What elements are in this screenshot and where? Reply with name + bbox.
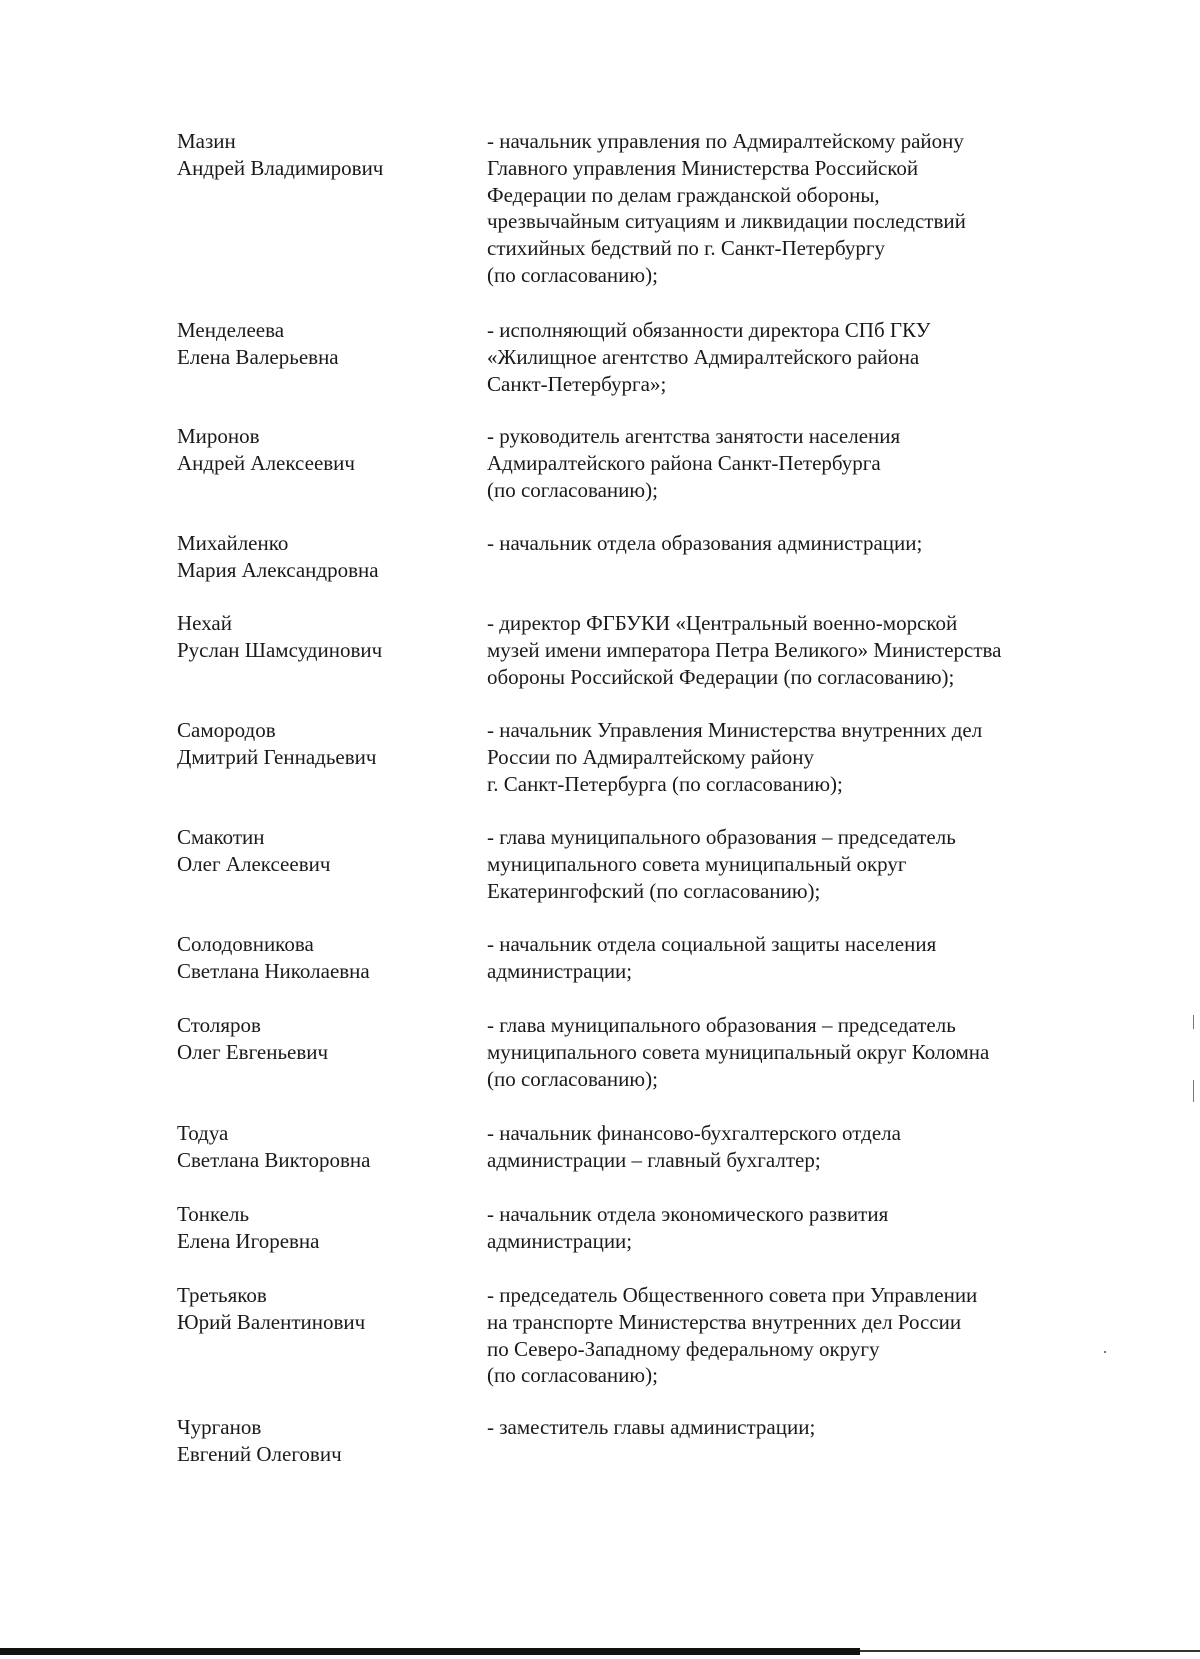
member-role-line: России по Адмиралтейскому району xyxy=(487,744,815,769)
member-given-name: Дмитрий Геннадьевич xyxy=(177,744,377,769)
member-surname: Нехай xyxy=(177,611,232,635)
member-name xyxy=(177,128,477,182)
member-given-name: Елена Валерьевна xyxy=(177,344,339,369)
member-role-line: (по согласованию); xyxy=(487,1363,658,1388)
member-surname: Столяров xyxy=(177,1013,261,1037)
member-name xyxy=(177,931,477,985)
scan-border xyxy=(0,1648,860,1655)
member-name xyxy=(177,1282,477,1336)
member-role-line: - глава муниципального образования – председатель xyxy=(487,1013,956,1037)
member-role-line: администрации; xyxy=(487,1228,633,1253)
member-given-name: Андрей Алексеевич xyxy=(177,450,355,475)
member-role-line: - начальник финансово-бухгалтерского отдела xyxy=(487,1121,901,1145)
scan-mark xyxy=(1193,1080,1194,1102)
member-name xyxy=(177,423,477,477)
member-role xyxy=(487,717,1127,797)
member-name xyxy=(177,824,477,878)
member-name xyxy=(177,1012,477,1066)
member-role-line: муниципального совета муниципальный округ xyxy=(487,851,907,876)
scan-mark xyxy=(1193,1015,1194,1029)
member-role xyxy=(487,1414,1127,1441)
member-role xyxy=(487,1120,1127,1174)
member-name xyxy=(177,530,477,584)
member-role-line: стихийных бедствий по г. Санкт-Петербургу xyxy=(487,236,885,261)
member-role-line: - исполняющий обязанности директора СПб ГКУ xyxy=(487,318,931,342)
member-role-line: музей имени императора Петра Великого» Министерства xyxy=(487,637,1002,662)
member-given-name: Евгений Олегович xyxy=(177,1441,342,1466)
member-given-name: Руслан Шамсудинович xyxy=(177,637,383,662)
member-role-line: Главного управления Министерства Российской xyxy=(487,155,919,180)
member-surname: Менделеева xyxy=(177,318,285,342)
member-name xyxy=(177,1201,477,1255)
member-surname: Третьяков xyxy=(177,1283,267,1307)
member-given-name: Елена Игоревна xyxy=(177,1228,320,1253)
member-role-line: (по согласованию); xyxy=(487,1066,658,1091)
member-role-line: - председатель Общественного совета при Управлении xyxy=(487,1283,978,1307)
member-role-line: - заместитель главы администрации; xyxy=(487,1415,816,1439)
member-name xyxy=(177,1120,477,1174)
member-role xyxy=(487,530,1127,557)
member-role-line: обороны Российской Федерации (по согласованию); xyxy=(487,664,955,689)
member-given-name: Андрей Владимирович xyxy=(177,155,384,180)
member-given-name: Олег Алексеевич xyxy=(177,851,331,876)
member-role-line: Адмиралтейского района Санкт-Петербурга xyxy=(487,450,881,475)
member-surname: Самородов xyxy=(177,718,276,742)
member-name xyxy=(177,1414,477,1468)
member-role xyxy=(487,1012,1127,1092)
member-role xyxy=(487,317,1127,397)
member-surname: Михайленко xyxy=(177,531,289,555)
member-role xyxy=(487,423,1127,503)
member-role-line: муниципального совета муниципальный округ Коломна xyxy=(487,1039,990,1064)
scan-border xyxy=(860,1650,1200,1652)
member-role xyxy=(487,1201,1127,1255)
member-given-name: Мария Александровна xyxy=(177,557,379,582)
member-role-line: «Жилищное агентство Адмиралтейского района xyxy=(487,344,920,369)
member-role xyxy=(487,610,1127,690)
member-given-name: Светлана Викторовна xyxy=(177,1147,371,1172)
member-role-line: (по согласованию); xyxy=(487,477,658,502)
member-role-line: по Северо-Западному федеральному округу xyxy=(487,1336,880,1361)
member-surname: Тодуа xyxy=(177,1121,229,1145)
member-role-line: - начальник управления по Адмиралтейскому району xyxy=(487,129,964,153)
member-role xyxy=(487,128,1127,289)
member-role-line: - директор ФГБУКИ «Центральный военно-морской xyxy=(487,611,958,635)
member-role-line: Екатерингофский (по согласованию); xyxy=(487,878,821,903)
member-role-line: Санкт-Петербурга»; xyxy=(487,371,667,396)
member-name xyxy=(177,317,477,371)
member-surname: Мазин xyxy=(177,129,236,153)
member-role xyxy=(487,1282,1127,1389)
member-role-line: чрезвычайным ситуациям и ликвидации последствий xyxy=(487,209,966,234)
member-given-name: Юрий Валентинович xyxy=(177,1309,366,1334)
member-given-name: Светлана Николаевна xyxy=(177,958,370,983)
member-surname: Миронов xyxy=(177,424,260,448)
scan-mark xyxy=(1104,1351,1106,1353)
member-role-line: администрации – главный бухгалтер; xyxy=(487,1147,821,1172)
member-given-name: Олег Евгеньевич xyxy=(177,1039,329,1064)
member-role-line: - начальник отдела социальной защиты населения xyxy=(487,932,937,956)
member-role xyxy=(487,824,1127,904)
member-surname: Чурганов xyxy=(177,1415,262,1439)
member-role-line: администрации; xyxy=(487,958,633,983)
member-role-line: Федерации по делам гражданской обороны, xyxy=(487,182,880,207)
member-role-line: (по согласованию); xyxy=(487,262,658,287)
member-role-line: - глава муниципального образования – председатель xyxy=(487,825,956,849)
member-surname: Тонкель xyxy=(177,1202,250,1226)
member-role-line: - начальник отдела образования администрации; xyxy=(487,531,923,555)
member-name xyxy=(177,610,477,664)
member-role-line: - руководитель агентства занятости населения xyxy=(487,424,901,448)
member-role-line: на транспорте Министерства внутренних дел России xyxy=(487,1309,962,1334)
member-role-line: - начальник Управления Министерства внутренних дел xyxy=(487,718,983,742)
member-role-line: - начальник отдела экономического развития xyxy=(487,1202,889,1226)
member-surname: Смакотин xyxy=(177,825,265,849)
member-role xyxy=(487,931,1127,985)
member-surname: Солодовникова xyxy=(177,932,314,956)
member-name xyxy=(177,717,477,771)
member-role-line: г. Санкт-Петербурга (по согласованию); xyxy=(487,771,843,796)
